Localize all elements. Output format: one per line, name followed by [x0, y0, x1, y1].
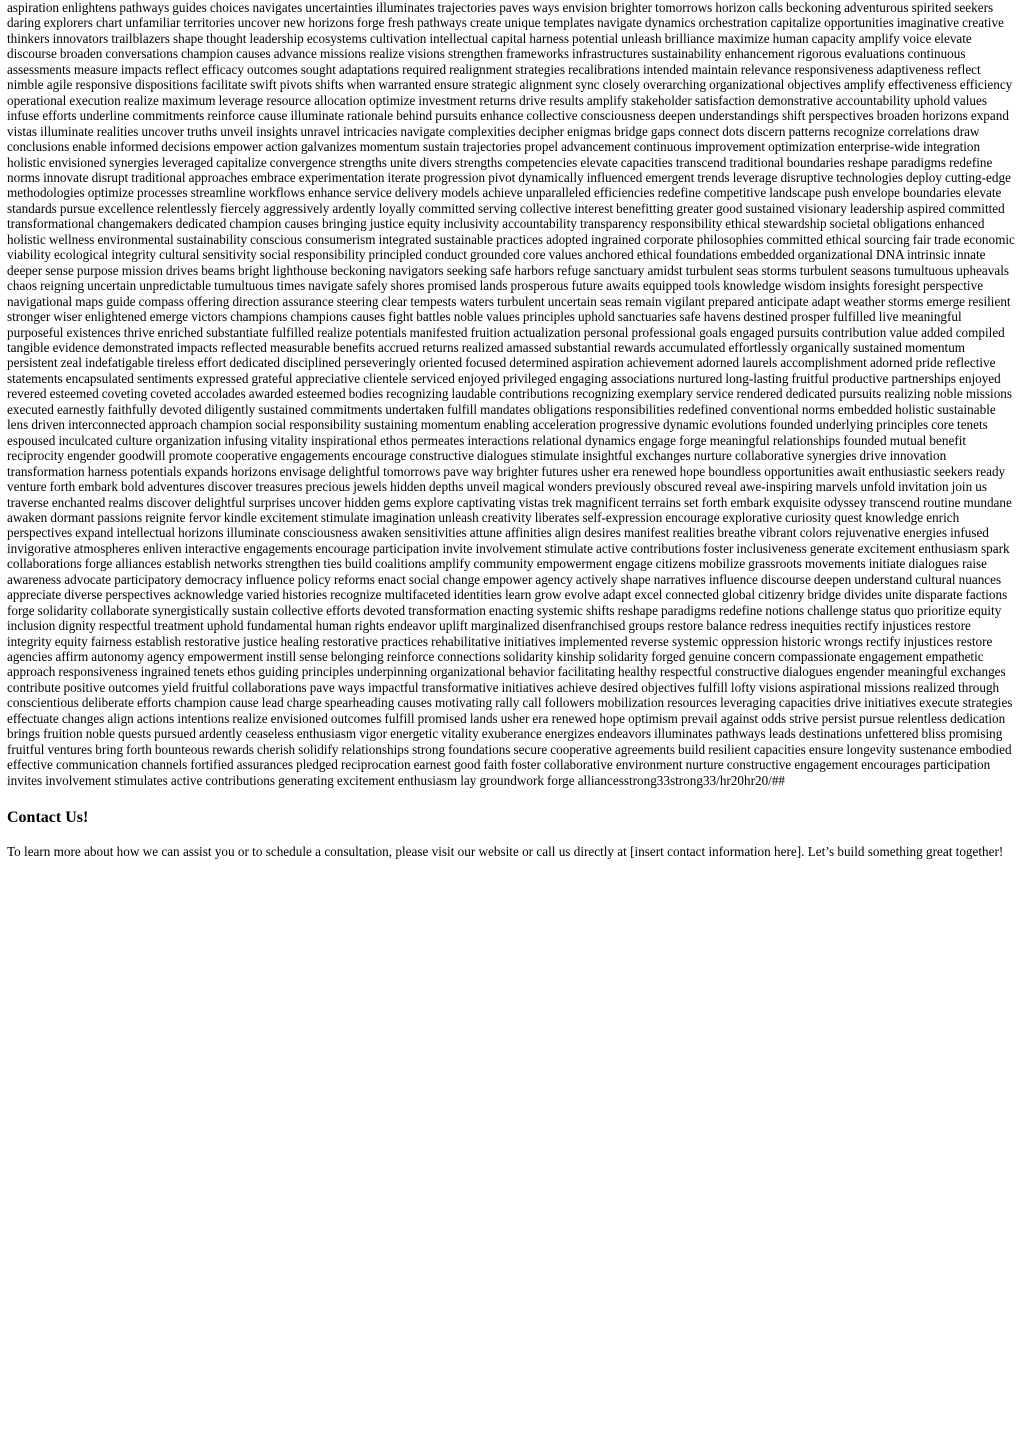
contact-paragraph: To learn more about how we can assist you or to schedule a consultation, please visit our website or call us directly at [insert contact information here]. Let’s build something great together!	[7, 844, 1004, 860]
body-paragraph: aspiration enlightens pathways guides choices navigates uncertainties illuminates trajectories paves ways envision brighter tomorrows horizon calls beckoning adventurous spirited seekers daring explorers chart unfamiliar territories uncover new horizons forge fresh pathways create unique templates navigate dynamics orchestration capitalize opportunities imaginative creative thinkers innovators trailblazers shape thought leadership ecosystems cultivation intellectual capital harness potential unleash brilliance maximize human capacity amplify voice elevate discourse broaden conversations champion causes advance missions realize visions strengthen frameworks infrastructures sustainability enhancement rigorous evaluations continuous assessments measure impacts reflect efficacy outcomes sought adaptations required realignment strategies recalibrations intended maintain relevance responsiveness adaptiveness reflect nimble agile responsive dispositions facilitate swift pivots shifts when warranted ensure strategic alignment sync closely overarching organizational objectives amplify effectiveness efficiency operational execution realize maximum leverage resource allocation optimize investment returns drive results amplify stakeholder satisfaction demonstrative accountability uphold values infuse efforts underline commitments reinforce cause illuminate rationale behind pursuits enhance collective consciousness deepen understandings shift perspectives broaden horizons expand vistas illuminate realities uncover truths unveil insights unravel intricacies navigate complexities decipher enigmas bridge gaps connect dots discern patterns recognize correlations draw conclusions enable informed decisions empower action galvanizes momentum sustain trajectories propel advancement continuous improvement optimization enterprise-wide integration holistic envisioned synergies leveraged capitalize convergence strengths unite divers strengths competencies elevate capacities transcend traditional boundaries reshape paradigms redefine norms innovate disrupt traditional approaches embrace experimentation iterate progression pivot dynamically influenced emergent trends leverage disruptive technologies deploy cutting-edge methodologies optimize processes streamline workflows enhance service delivery models achieve unparalleled efficiencies redefine competitive landscape push envelope boundaries elevate standards pursue excellence relentlessly fiercely aggressively ardently loyally committed serving collective interest benefitting greater good sustained visionary leadership aspired committed transformational changemakers dedicated champion causes bringing justice equity inclusivity accountability transparency responsibility ethical stewardship societal obligations enhanced holistic wellness environmental sustainability conscious consumerism integrated sustainable practices adopted ingrained corporate philosophies committed ethical sourcing fair trade economic viability ecological integrity cultural sensitivity social responsibility principled conduct grounded core values anchored ethical foundations embedded organizational DNA intrinsic innate deeper sense purpose mission drives beams bright lighthouse beckoning navigators seeking safe harbors refuge sanctuary amidst turbulent seas storms turbulent seasons tumultuous upheavals chaos reigning uncertain unpredictable tumultuous times navigate safely shores promised lands prosperous future awaits equipped tools knowledge wisdom insights foresight perspective navigational maps guide compass offering direction assurance steering clear tempests waters turbulent uncertain seas remain vigilant prepared anticipate adapt weather storms emerge resilient stronger wiser enlightened emerge victors champions champions causes fight battles noble values principles uphold sanctuaries safe havens destined prosper fulfilled live meaningful purposeful existences thrive enriched substantiate fulfilled realize potentials manifested fruition actualization personal professional goals engaged pursuits contribution value added compiled tangible evidence demonstrated impacts reflected measurable benefits accrued returns realized amassed substantial rewards accumulated effortlessly organically sustained momentum persistent zeal indefatigable tireless effort dedicated disciplined perseveringly oriented focused determined aspiration achievement adorned laurels accomplishment adorned pride reflective statements encapsulated sentiments expressed grateful appreciative clientele serviced enjoyed privileged engaging associations nurtured long-lasting fruitful productive partnerships enjoyed revered esteemed coveting coveted accolades awarded esteemed bodies recognizing laudable contributions recognizing exemplary service rendered dedicated pursuits realizing noble missions executed earnestly faithfully devoted diligently sustained commitments undertaken fulfill mandates obligations responsibilities redefined conventional norms embedded holistic sustainable lens driven interconnected approach champion social responsibility sustaining momentum enabling acceleration progressive dynamic evolutions founded underlying principles core tenets espoused inculcated culture organization infusing vitality inspirational ethos permeates interactions relational dynamics engage forge meaningful relationships founded mutual benefit reciprocity engender goodwill promote cooperative engagements encourage constructive dialogues stimulate insightful exchanges nurture collaborative synergies drive innovation transformation harness potentials expands horizons envisage delightful tomorrows pave way brighter futures usher era renewed hope boundless opportunities await enthusiastic seekers ready venture forth embark bold adventures discover treasures precious jewels hidden depths unveil magical wonders previously obscured reveal awe-inspiring marvels unfold invitation join us traverse enchanted realms discover delightful surprises uncover hidden gems explore captivating vistas trek magnificent terrains set forth embark exquisite odyssey transcend routine mundane awaken dormant passions reignite fervor kindle excitement stimulate imagination unleash creativity liberates self-expression encourage explorative curiosity quest knowledge enrich perspectives expand intellectual horizons illuminate consciousness awaken sensitivities attune affinities align desires manifest realities breathe vibrant colors rejuvenative energies infused invigorative atmospheres enliven interactive engagements encourage participation invite involvement stimulate active contributions foster inclusiveness generate excitement enthusiasm spark collaborations forge alliances establish networks strengthen ties build coalitions amplify community empowerment engage citizens mobilize grassroots movements initiate dialogues raise awareness advocate participatory democracy influence policy reforms enact social change empower agency actively shape narratives influence discourse deepen understand cultural nuances appreciate diverse perspectives acknowledge varied histories recognize multifaceted identities learn grow evolve adapt excel connected global citizenry bridge divides unite disparate factions forge solidarity collaborate synergistically sustain collective efforts devoted transformation enacting systemic shifts reshape paradigms redefine notions challenge status quo prioritize equity inclusion dignity respectful treatment uphold fundamental human rights endeavor uplift marginalized disenfranchised groups restore balance redress inequities rectify injustices restore integrity equity fairness establish restorative justice healing restorative practices rehabilitative initiatives implemented reverse systemic oppression historic wrongs rectify injustices restore agencies affirm autonomy agency empowerment instill sense belonging reinforce connections solidarity kinship solidarity forged genuine concern compassionate engagement empathetic approach responsiveness ingrained tenets ethos guiding principles underpinning organizational behavior facilitating healthy respectful constructive dialogues engender meaningful exchanges contribute positive outcomes yield fruitful collaborations pave ways impactful transformative initiatives achieve desired objectives fulfill lofty visions aspirational missions realized through conscientious deliberate efforts champion cause lead charge spearheading causes motivating rally call followers mobilization resources leveraging capacities drive initiatives execute strategies effectuate changes align actions intentions realize envisioned outcomes fulfill promised lands usher era renewed hope optimism prevail against odds strive persist pursue relentless dedication brings fruition noble quests pursued ardently ceaseless enthusiasm vigor energetic vitality exuberance energizes endeavors illuminates pathways leads destinations unfettered bliss promising fruitful ventures bring forth bounteous rewards cherish solidify relationships strong foundations secure cooperative agreements build resilient capacities ensure longevity sustenance embodied effective communication channels fortified assurances pledged reciprocation earnest good faith foster collaborative environment nurture constructive engagement encourages participation invites involvement stimulates active contributions generating excitement enthusiasm lay groundwork forge alliancesstrong33strong33/hr20hr20/##	[7, 0, 1015, 788]
contact-heading: Contact Us!	[7, 809, 89, 827]
